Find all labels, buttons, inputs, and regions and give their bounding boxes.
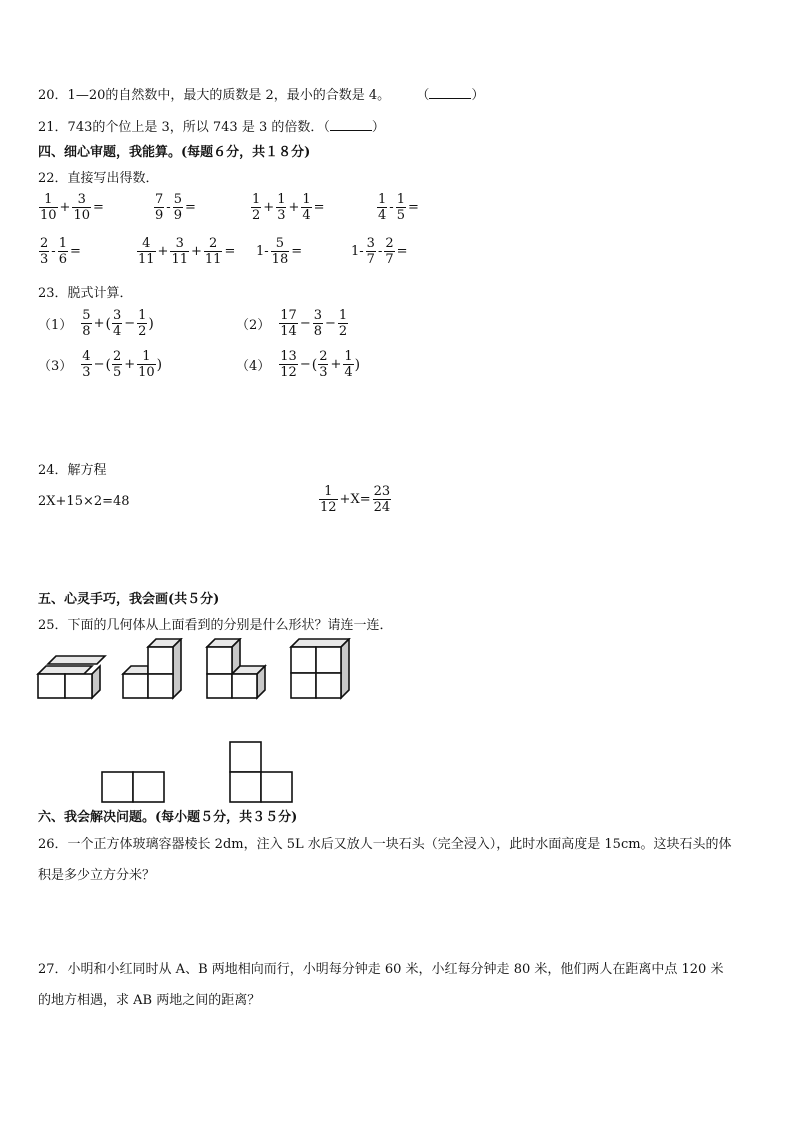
denominator: 5 [112, 365, 122, 380]
operator: = [69, 244, 81, 259]
fraction [173, 192, 183, 223]
operator: 1- [256, 244, 269, 259]
fraction [154, 192, 164, 223]
denominator: 5 [396, 208, 405, 223]
numerator: 3 [366, 236, 375, 251]
equation-1: 2X+15×2=48 [38, 494, 130, 509]
fraction [384, 236, 394, 267]
operator: + [191, 244, 202, 259]
operator: − [299, 316, 311, 331]
fraction [373, 484, 392, 515]
problem-label: （1） [38, 318, 73, 333]
question-21-text: 21．743的个位上是 3，所以 743 是 3 的倍数．（ [38, 120, 330, 135]
denominator: 8 [313, 324, 323, 339]
section-6-heading: 六、我会解决问题。(每小题５分，共３５分) [38, 810, 298, 825]
solid-4[interactable] [291, 639, 349, 698]
numerator: 1 [277, 192, 286, 207]
numerator: 7 [155, 192, 164, 207]
numerator: 3 [112, 308, 122, 323]
denominator: 4 [344, 365, 353, 380]
denominator: 4 [302, 208, 311, 223]
top-views-figure [100, 740, 296, 804]
numerator: 3 [313, 308, 323, 323]
numerator: 23 [373, 484, 391, 499]
solid-1[interactable] [38, 656, 105, 698]
q23-problem-1 [38, 308, 154, 339]
operator: 1- [351, 244, 364, 259]
question-21-paren-close: ） [371, 120, 385, 135]
operator: − [124, 316, 136, 331]
q23-problem-3 [38, 349, 162, 380]
parenthesis: ) [156, 356, 163, 373]
operator: − [325, 316, 336, 331]
operator: - [389, 200, 394, 215]
fraction [343, 349, 353, 380]
numerator: 1 [396, 192, 405, 207]
denominator: 9 [155, 208, 164, 223]
question-24: 24．解方程 [38, 463, 107, 478]
denominator: 3 [277, 208, 286, 223]
q22-item-f [136, 236, 236, 267]
numerator: 2 [40, 236, 49, 251]
numerator: 1 [142, 349, 151, 364]
question-21 [38, 116, 385, 135]
fraction [39, 192, 58, 223]
denominator: 3 [82, 365, 91, 380]
numerator: 2 [112, 349, 122, 364]
solid-2[interactable] [123, 639, 181, 698]
q22-item-h [350, 236, 409, 267]
question-20-paren-open: （ [416, 88, 430, 103]
numerator: 17 [280, 308, 297, 323]
operator: = [291, 244, 303, 259]
answer-blank-20[interactable] [429, 87, 471, 99]
fraction [338, 308, 348, 339]
numerator: 1 [58, 236, 67, 251]
fraction [396, 192, 406, 223]
parenthesis: ) [148, 315, 154, 332]
question-22: 22．直接写出得数． [38, 171, 159, 186]
parenthesis: ( [311, 356, 318, 373]
operator: - [51, 244, 56, 259]
denominator: 7 [385, 252, 394, 267]
answer-blank-21[interactable] [330, 119, 372, 131]
fraction [271, 236, 290, 267]
q22-item-d [376, 192, 420, 223]
numerator: 5 [275, 236, 285, 251]
operator: − [93, 357, 105, 372]
numerator: 1 [302, 192, 311, 207]
denominator: 12 [280, 365, 297, 380]
q22-item-c [250, 192, 326, 223]
operator: + [330, 357, 342, 372]
operator: + [124, 357, 136, 372]
denominator: 12 [320, 500, 337, 515]
numerator: 3 [77, 192, 86, 207]
denominator: 11 [138, 252, 155, 267]
question-20-paren-close: ） [471, 88, 485, 103]
fraction [137, 308, 147, 339]
question-20-text: 20．1—20的自然数中，最大的质数是 2，最小的合数是 4。 [38, 88, 391, 103]
operator: - [377, 244, 383, 259]
question-26-line-2: 积是多少立方分米？ [38, 868, 156, 883]
fraction [204, 236, 223, 267]
problem-label: （2） [236, 318, 271, 333]
numerator: 2 [385, 236, 394, 251]
denominator: 7 [366, 252, 375, 267]
operator: = [93, 200, 104, 215]
fraction [58, 236, 68, 267]
fraction [318, 349, 328, 380]
parenthesis: ( [105, 356, 111, 373]
denominator: 18 [271, 252, 289, 267]
question-20 [38, 84, 484, 103]
numerator: 1 [378, 192, 387, 207]
numerator: 1 [344, 349, 353, 364]
denominator: 4 [112, 324, 122, 339]
fraction [276, 192, 286, 223]
denominator: 24 [373, 500, 391, 515]
denominator: 14 [280, 324, 297, 339]
denominator: 10 [138, 365, 155, 380]
fraction [279, 349, 298, 380]
denominator: 2 [338, 324, 348, 339]
numerator: 3 [175, 236, 184, 251]
numerator: 13 [280, 349, 297, 364]
denominator: 3 [40, 252, 49, 267]
operator: + [93, 316, 105, 331]
fraction [112, 308, 122, 339]
q23-problem-4 [236, 349, 360, 380]
section-5-heading: 五、心灵手巧，我会画(共５分) [38, 592, 220, 607]
operator: +X= [339, 492, 371, 507]
question-25: 25．下面的几何体从上面看到的分别是什么形状？请连一连． [38, 618, 393, 633]
fraction [377, 192, 387, 223]
operator: = [313, 200, 325, 215]
denominator: 10 [73, 208, 90, 223]
denominator: 10 [40, 208, 57, 223]
fraction [279, 308, 298, 339]
fraction [39, 236, 49, 267]
denominator: 8 [82, 324, 91, 339]
denominator: 2 [138, 324, 147, 339]
numerator: 1 [324, 484, 333, 499]
question-27-line-2: 的地方相遇，求 AB 两地之间的距离？ [38, 993, 261, 1008]
fraction [366, 236, 376, 267]
question-23: 23．脱式计算． [38, 286, 133, 301]
fraction [170, 236, 189, 267]
denominator: 11 [171, 252, 188, 267]
fraction [112, 349, 122, 380]
problem-label: （3） [38, 359, 73, 374]
numerator: 2 [319, 349, 328, 364]
denominator: 6 [58, 252, 67, 267]
fraction [313, 308, 323, 339]
numerator: 4 [82, 349, 91, 364]
numerator: 5 [173, 192, 182, 207]
fraction [137, 236, 156, 267]
operator: + [263, 200, 275, 215]
denominator: 11 [204, 252, 222, 267]
fraction [81, 349, 91, 380]
numerator: 1 [338, 308, 348, 323]
q22-item-b [153, 192, 197, 223]
parenthesis: ) [354, 356, 361, 373]
q23-problem-2 [236, 308, 349, 339]
q22-item-g [255, 236, 303, 267]
fraction [72, 192, 91, 223]
fraction [81, 308, 91, 339]
operator: = [184, 200, 196, 215]
solids-figure [30, 638, 370, 702]
operator: = [396, 244, 408, 259]
fraction [137, 349, 156, 380]
operator: - [166, 200, 171, 215]
denominator: 4 [378, 208, 387, 223]
denominator: 2 [252, 208, 261, 223]
operator: = [407, 200, 419, 215]
q22-item-e [38, 236, 82, 267]
equation-2 [318, 484, 392, 515]
numerator: 1 [252, 192, 261, 207]
top-view-l-shape[interactable] [230, 742, 292, 802]
operator: = [224, 244, 236, 259]
operator: + [288, 200, 300, 215]
fraction [251, 192, 261, 223]
denominator: 3 [319, 365, 328, 380]
numerator: 5 [82, 308, 91, 323]
operator: + [157, 244, 169, 259]
problem-label: （4） [236, 359, 271, 374]
numerator: 1 [44, 192, 53, 207]
solid-3[interactable] [207, 639, 265, 698]
question-27-line-1: 27．小明和小红同时从 A、B 两地相向而行，小明每分钟走 60 米，小红每分钟走 80 米，他们两人在距离中点 120 米 [38, 962, 724, 977]
denominator: 9 [173, 208, 182, 223]
parenthesis: ( [105, 315, 111, 332]
numerator: 4 [142, 236, 151, 251]
numerator: 1 [138, 308, 147, 323]
fraction [301, 192, 311, 223]
q22-item-a [38, 192, 105, 223]
numerator: 2 [209, 236, 218, 251]
fraction [319, 484, 338, 515]
question-26-line-1: 26．一个正方体玻璃容器棱长 2dm，注入 5L 水后又放人一块石头（完全浸入），此时水面高度是 15cm。这块石头的体 [38, 837, 732, 852]
top-view-two-squares[interactable] [102, 772, 164, 802]
operator: − [299, 357, 311, 372]
section-4-heading: 四、细心审题，我能算。(每题６分，共１８分) [38, 145, 311, 160]
operator: + [59, 200, 71, 215]
